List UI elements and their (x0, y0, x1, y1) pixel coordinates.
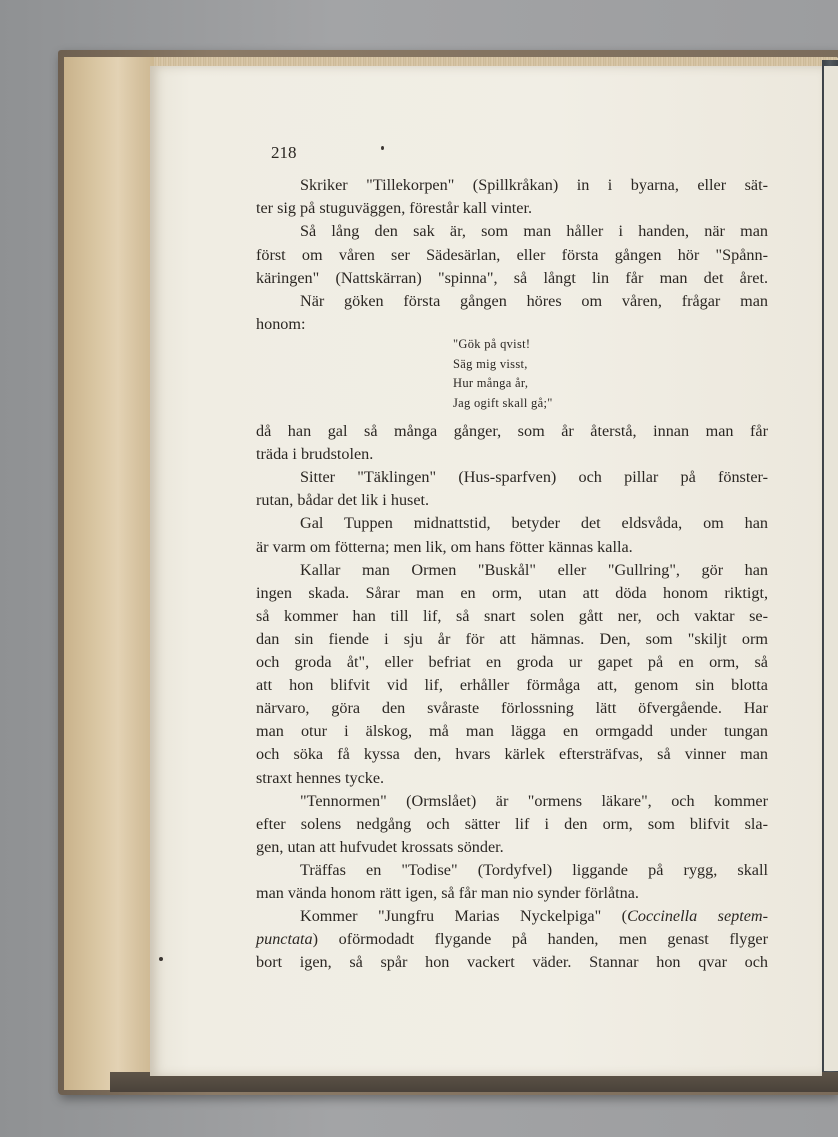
text-line: efter solens nedgång och sätter lif i den orm, som blifvit sla- (256, 814, 768, 833)
page-number: 218 (271, 143, 297, 162)
species-name-italic: punctata (256, 930, 313, 949)
text-line: När göken första gången höres om våren, frågar man (300, 292, 768, 310)
text-line: och groda åt", eller befriat en groda ur gapet på en orm, så (256, 653, 768, 671)
ink-speck (381, 146, 384, 150)
text-span: ) oförmodadt flygande på handen, men genast flyger (312, 930, 768, 949)
text-line: och söka få kyssa den, hvars kärlek eftersträfvas, så vinner man (256, 745, 768, 764)
text-line (300, 906, 768, 926)
text-line: att hon blifvit vid lif, erhåller förmåga att, genom sin blotta (256, 676, 768, 695)
text-line: Träffas en "Todise" (Tordyfvel) liggande på rygg, skall (300, 860, 768, 879)
text-line: då han gal så många gånger, som år återstå, innan man får (256, 422, 768, 440)
verse-line: Hur många år, (453, 376, 529, 390)
text-line: gen, utan att hufvudet krossats sönder. (256, 837, 504, 856)
text-line: träda i brudstolen. (256, 445, 374, 464)
text-line: ter sig på stuguväggen, förestår kall vinter. (256, 199, 533, 218)
text-line: käringen" (Nattskärran) "spinna", så långt lin får man det året. (256, 268, 768, 287)
text-line (256, 929, 768, 949)
text-line: Kallar man Ormen "Buskål" eller "Gullring", gör han (300, 560, 768, 579)
text-line: man otur i älskog, må man lägga en ormgadd under tungan (256, 722, 768, 741)
text-line: bort igen, så spår hon vackert väder. Stannar hon qvar och (256, 953, 768, 972)
verse-line: Säg mig visst, (453, 356, 528, 371)
verse-line: "Gök på qvist! (453, 337, 531, 351)
text-line: ingen skada. Sårar man en orm, utan att döda honom riktigt, (256, 583, 768, 602)
text-line: honom: (256, 315, 306, 334)
text-line: "Tennormen" (Ormslået) är "ormens läkare", och kommer (300, 791, 768, 810)
species-name-italic: Coccinella septem- (627, 907, 769, 926)
left-page-stack (64, 57, 154, 1090)
text-line: Gal Tuppen midnattstid, betyder det eldsvåda, om han (300, 514, 768, 533)
next-page-strip (824, 66, 838, 1071)
text-line: rutan, bådar det lik i huset. (256, 491, 430, 510)
text-line: så kommer han till lif, så snart solen gått ner, och vaktar se- (256, 606, 768, 625)
text-line: är varm om fötterna; men lik, om hans fötter kännas kalla. (256, 537, 633, 556)
text-line: straxt hennes tycke. (256, 768, 385, 787)
text-line: närvaro, göra den svåraste förlossning lätt öfvergående. Har (256, 699, 768, 718)
text-line: Så lång den sak är, som man håller i handen, när man (300, 222, 768, 241)
text-line: man vända honom rätt igen, så får man nio synder förlåtna. (256, 884, 639, 902)
verse-line: Jag ogift skall gå;" (453, 395, 553, 410)
text-line: först om våren ser Sädesärlan, eller första gången hör "Spånn- (256, 245, 768, 264)
ink-speck (159, 957, 163, 961)
text-line: dan sin fiende i sju år för att hämnas. Den, som "skiljt orm (256, 629, 768, 648)
text-line: Skriker "Tillekorpen" (Spillkråkan) in i byarna, eller sät- (300, 176, 768, 194)
text-span: Kommer "Jungfru Marias Nyckelpiga" ( (300, 907, 628, 926)
text-line: Sitter "Täklingen" (Hus-sparfven) och pillar på fönster- (300, 468, 768, 487)
